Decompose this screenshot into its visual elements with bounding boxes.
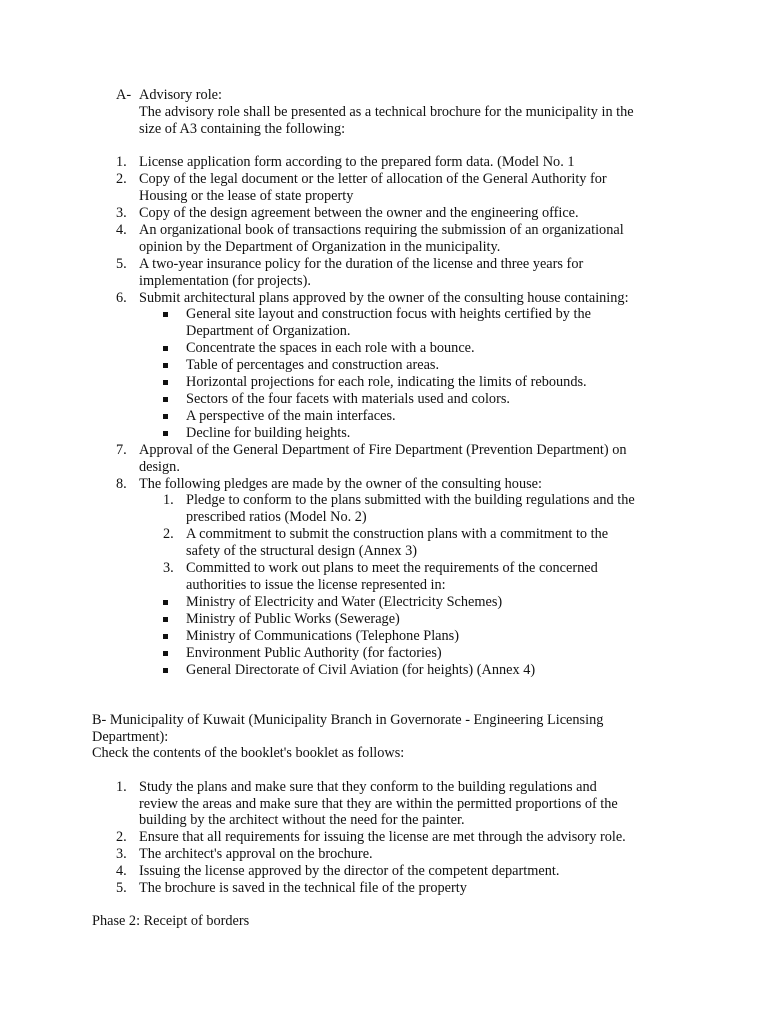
section-b-heading-line: B- Municipality of Kuwait (Municipality Branch in Governorate - Engineering Licensing xyxy=(92,712,604,728)
list-number: 5. xyxy=(116,880,127,896)
list-item-text: The brochure is saved in the technical file of the property xyxy=(139,880,467,896)
bullet-text: Ministry of Electricity and Water (Electricity Schemes) xyxy=(186,594,503,610)
sub-list-number: 3. xyxy=(163,560,174,576)
bullet-square-icon xyxy=(163,617,168,622)
section-a-intro-line: size of A3 containing the following: xyxy=(139,121,346,137)
bullet-text: Ministry of Public Works (Sewerage) xyxy=(186,611,400,627)
section-b-intro: Check the contents of the booklet's booklet as follows: xyxy=(92,745,405,761)
list-item-text: Issuing the license approved by the director of the competent department. xyxy=(139,863,560,879)
bullet-text: General Directorate of Civil Aviation (for heights) (Annex 4) xyxy=(186,662,536,678)
list-number: 4. xyxy=(116,863,127,879)
bullet-square-icon xyxy=(163,600,168,605)
list-number: 4. xyxy=(116,222,127,238)
list-item-text: License application form according to the prepared form data. (Model No. 1 xyxy=(139,154,575,170)
list-item-text: Copy of the design agreement between the owner and the engineering office. xyxy=(139,205,579,221)
bullet-square-icon xyxy=(163,346,168,351)
sub-list-text: A commitment to submit the construction plans with a commitment to the xyxy=(186,526,609,542)
bullet-text: A perspective of the main interfaces. xyxy=(186,408,396,424)
list-number: 3. xyxy=(116,846,127,862)
sub-list-text: authorities to issue the license represented in: xyxy=(186,577,446,593)
bullet-text: General site layout and construction focus with heights certified by the xyxy=(186,306,591,322)
bullet-square-icon xyxy=(163,668,168,673)
bullet-text: Table of percentages and construction areas. xyxy=(186,357,440,373)
bullet-square-icon xyxy=(163,651,168,656)
list-number: 6. xyxy=(116,290,127,306)
bullet-square-icon xyxy=(163,431,168,436)
phase-heading: Phase 2: Receipt of borders xyxy=(92,913,250,929)
list-number: 8. xyxy=(116,476,127,492)
list-number: 1. xyxy=(116,779,127,795)
bullet-square-icon xyxy=(163,312,168,317)
list-item-text: design. xyxy=(139,459,180,475)
bullet-text: Ministry of Communications (Telephone Plans) xyxy=(186,628,459,644)
list-number: 2. xyxy=(116,171,127,187)
list-item-text: Submit architectural plans approved by the owner of the consulting house containing: xyxy=(139,290,629,306)
list-item-text: Study the plans and make sure that they conform to the building regulations and xyxy=(139,779,597,795)
sub-list-text: prescribed ratios (Model No. 2) xyxy=(186,509,367,525)
list-number: 7. xyxy=(116,442,127,458)
list-item-text: implementation (for projects). xyxy=(139,273,311,289)
list-number: 3. xyxy=(116,205,127,221)
bullet-square-icon xyxy=(163,397,168,402)
bullet-text: Concentrate the spaces in each role with a bounce. xyxy=(186,340,475,356)
list-item-text: building by the architect without the need for the painter. xyxy=(139,812,465,828)
list-item-text: Housing or the lease of state property xyxy=(139,188,354,204)
bullet-square-icon xyxy=(163,363,168,368)
section-b-heading-line: Department): xyxy=(92,729,169,745)
list-item-text: The architect's approval on the brochure. xyxy=(139,846,373,862)
list-item-text: Ensure that all requirements for issuing the license are met through the advisory role. xyxy=(139,829,626,845)
list-item-text: Approval of the General Department of Fire Department (Prevention Department) on xyxy=(139,442,627,458)
sub-list-text: safety of the structural design (Annex 3) xyxy=(186,543,418,559)
bullet-text: Decline for building heights. xyxy=(186,425,351,441)
sub-list-text: Committed to work out plans to meet the requirements of the concerned xyxy=(186,560,598,576)
section-a-heading: Advisory role: xyxy=(139,87,222,103)
list-item-text: Copy of the legal document or the letter of allocation of the General Authority for xyxy=(139,171,607,187)
bullet-text: Horizontal projections for each role, indicating the limits of rebounds. xyxy=(186,374,587,390)
list-item-text: An organizational book of transactions requiring the submission of an organizational xyxy=(139,222,624,238)
section-a-intro-line: The advisory role shall be presented as a technical brochure for the municipality in the xyxy=(139,104,634,120)
bullet-square-icon xyxy=(163,414,168,419)
list-item-text: review the areas and make sure that they are within the permitted proportions of the xyxy=(139,796,618,812)
bullet-square-icon xyxy=(163,380,168,385)
sub-list-text: Pledge to conform to the plans submitted with the building regulations and the xyxy=(186,492,635,508)
list-number: 5. xyxy=(116,256,127,272)
list-item-text: A two-year insurance policy for the duration of the license and three years for xyxy=(139,256,584,272)
bullet-text: Department of Organization. xyxy=(186,323,351,339)
list-number: 1. xyxy=(116,154,127,170)
bullet-square-icon xyxy=(163,634,168,639)
list-item-text: opinion by the Department of Organization in the municipality. xyxy=(139,239,501,255)
section-a-marker: A- xyxy=(116,87,132,103)
sub-list-number: 2. xyxy=(163,526,174,542)
sub-list-number: 1. xyxy=(163,492,174,508)
list-number: 2. xyxy=(116,829,127,845)
list-item-text: The following pledges are made by the owner of the consulting house: xyxy=(139,476,542,492)
bullet-text: Environment Public Authority (for factories) xyxy=(186,645,442,661)
bullet-text: Sectors of the four facets with materials used and colors. xyxy=(186,391,510,407)
